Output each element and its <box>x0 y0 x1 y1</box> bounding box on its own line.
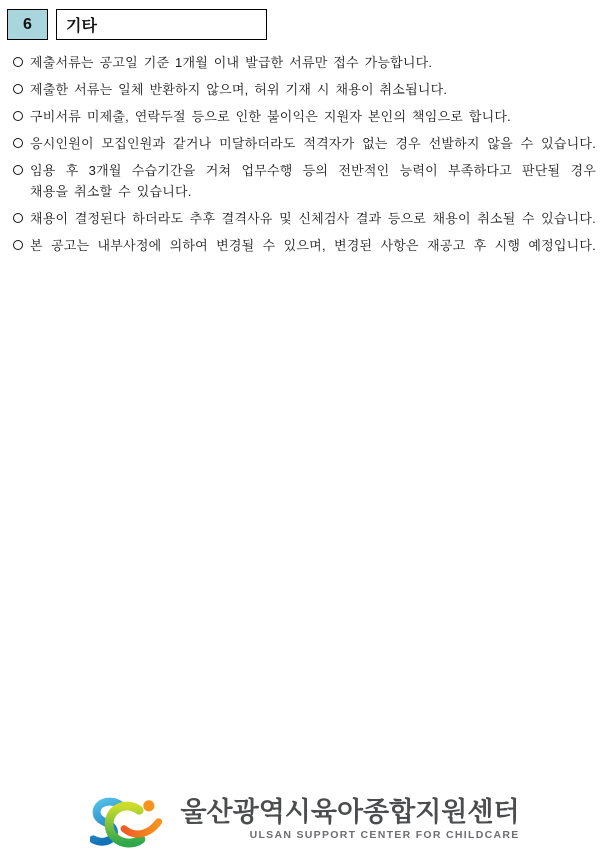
list-item-text: 채용이 결정된다 하더라도 추후 결격사유 및 신체검사 결과 등으로 채용이 취소될 수 있습니다. <box>30 211 596 226</box>
list-item <box>13 160 596 181</box>
section-header <box>7 9 609 40</box>
bullet-marker <box>13 235 30 256</box>
list-item-text: 본 공고는 내부사정에 의하여 변경될 수 있으며, 변경된 사항은 재공고 후 시행 예정입니다. <box>30 238 596 253</box>
list-item-text: 구비서류 미제출, 연락두절 등으로 인한 불이익은 지원자 본인의 책임으로 합니다. <box>30 109 511 124</box>
list-item <box>13 106 596 127</box>
org-name-korean: 울산광역시육아종합지원센터 <box>180 797 520 827</box>
org-logo <box>89 797 519 850</box>
document-page <box>0 9 609 855</box>
circle-bullet-icon <box>13 165 23 175</box>
circle-bullet-icon <box>13 57 23 67</box>
section-number-box <box>7 9 48 40</box>
list-item <box>13 208 596 229</box>
bullet-marker <box>13 160 30 181</box>
list-item-continuation <box>13 181 596 202</box>
list-item <box>13 235 596 256</box>
circle-bullet-icon <box>13 213 23 223</box>
list-item <box>13 79 596 100</box>
notice-list <box>13 52 596 256</box>
bullet-marker <box>13 133 30 154</box>
logo-person-head <box>143 800 154 811</box>
logo-person-swoosh <box>124 822 158 834</box>
list-item-text: 제출한 서류는 일체 반환하지 않으며, 허위 기재 시 채용이 취소됩니다. <box>30 82 448 97</box>
circle-bullet-icon <box>13 240 23 250</box>
bullet-marker <box>13 52 30 73</box>
circle-bullet-icon <box>13 111 23 121</box>
bullet-marker <box>13 181 30 202</box>
list-item <box>13 133 596 154</box>
org-logo-text <box>180 797 519 841</box>
bullet-marker <box>13 208 30 229</box>
list-item-text: 채용을 취소할 수 있습니다. <box>30 184 192 199</box>
org-logo-mark-icon <box>89 797 175 850</box>
list-item-text: 제출서류는 공고일 기준 1개월 이내 발급한 서류만 접수 가능합니다. <box>30 55 433 70</box>
list-item <box>13 52 596 73</box>
list-item-text: 응시인원이 모집인원과 같거나 미달하더라도 적격자가 없는 경우 선발하지 않을 수 있습니다. <box>30 136 596 151</box>
bullet-marker <box>13 79 30 100</box>
bullet-marker <box>13 106 30 127</box>
circle-bullet-icon <box>13 84 23 94</box>
org-name-english: ULSAN SUPPORT CENTER FOR CHILDCARE <box>249 829 520 841</box>
list-item-text: 임용 후 3개월 수습기간을 거쳐 업무수행 등의 전반적인 능력이 부족하다고 판단될 경우 <box>30 163 596 178</box>
section-title-box <box>56 9 267 40</box>
circle-bullet-icon <box>13 138 23 148</box>
section-title: 기타 <box>66 18 97 35</box>
section-number: 6 <box>23 15 32 33</box>
